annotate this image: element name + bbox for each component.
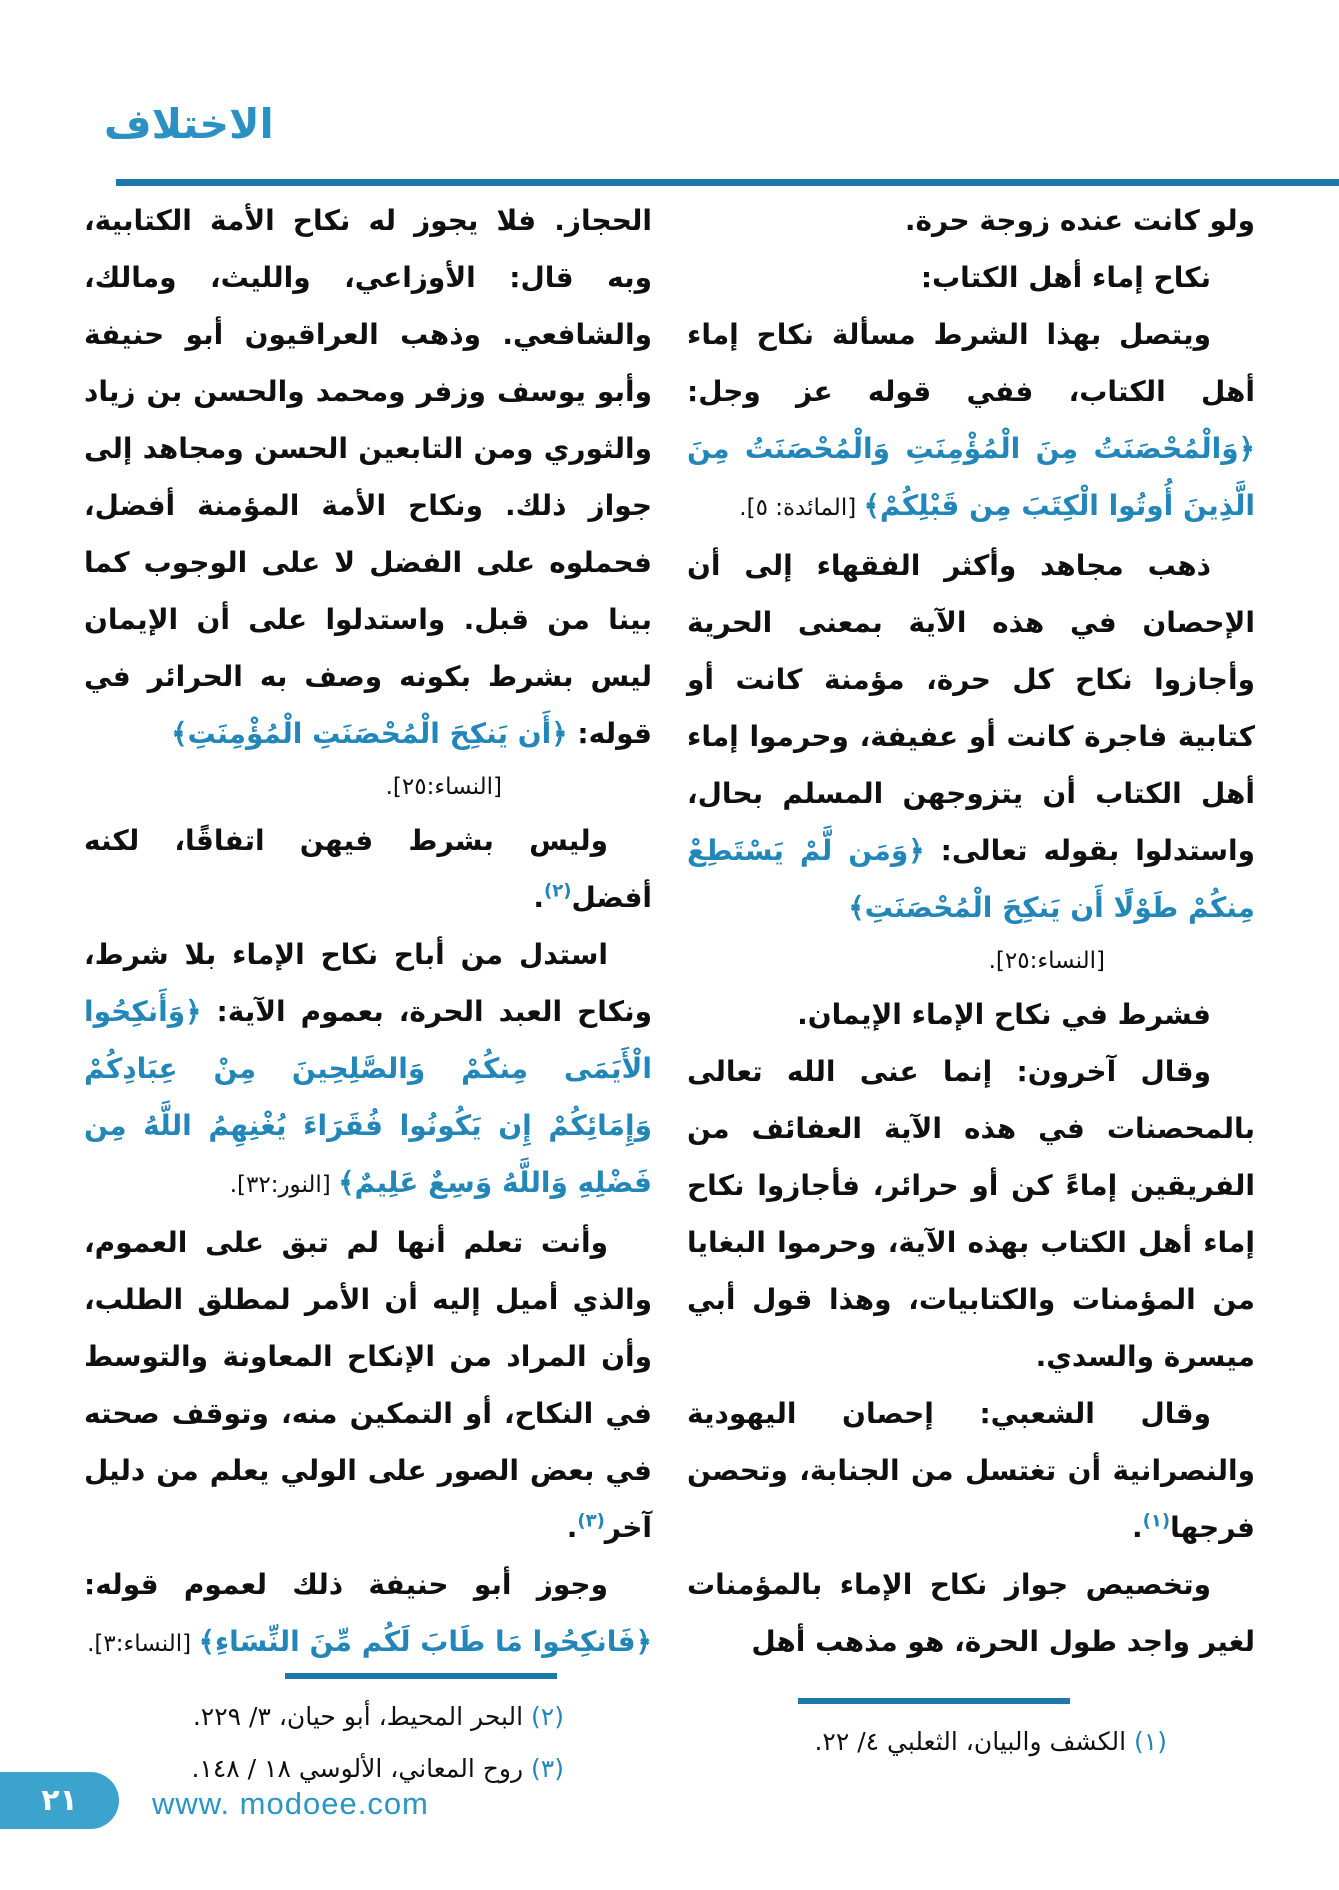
paragraph xyxy=(687,986,1255,1043)
body-text: ذهب مجاهد وأكثر الفقهاء إلى أن الإحصان في هذه الآية بمعنى الحرية وأجازوا نكاح كل حرة، مؤمنة كانت أو كتابية فاجرة كانت أو عفيفة، وحرموا إماء أهل الكتاب أن يتزوجهن المسلم بحال، واستدلوا بقوله تعالى: xyxy=(687,549,1255,867)
footnote-marker: (٣) xyxy=(577,1510,605,1532)
page-title: الاختلاف xyxy=(104,100,274,148)
verse-reference: [النساء:٢٥]. xyxy=(988,948,1105,974)
body-text: . xyxy=(533,881,545,914)
body-text: وأنت تعلم أنها لم تبق على العموم، والذي أميل إليه أن الأمر لمطلق الطلب، وأن المراد من الإنكاح المعاونة والتوسط في النكاح، أو التمكين منه، وتوقف صحته في بعض الصور على الولي يعلم من دليل آخر xyxy=(84,1226,652,1544)
footnote-number: (٢) xyxy=(531,1702,564,1731)
paragraph xyxy=(687,1385,1255,1556)
paragraph xyxy=(84,1214,652,1556)
footnote xyxy=(687,1716,1255,1768)
body-text: وجوز أبو حنيفة ذلك لعموم قوله: xyxy=(84,1568,608,1601)
page-number: ٢١ xyxy=(41,1783,78,1818)
quran-verse: ﴿أَن يَنكِحَ الْمُحْصَنَتِ الْمُؤْمِنَتِ﴾ xyxy=(171,717,568,750)
paragraph xyxy=(84,812,652,926)
footnote-number: (٣) xyxy=(531,1754,564,1783)
section-heading xyxy=(687,249,1255,306)
footnote-marker: (١) xyxy=(1142,1510,1171,1532)
website-link[interactable]: www. modoee.com xyxy=(152,1786,429,1821)
page-content xyxy=(84,192,1255,1783)
verse-reference: [النساء:٣]. xyxy=(87,1631,199,1657)
body-text: فشرط في نكاح الإماء الإيمان. xyxy=(797,998,1211,1031)
paragraph xyxy=(687,1556,1255,1670)
verse-reference: [النساء:٢٥]. xyxy=(385,774,502,800)
footnote-text: روح المعاني، الألوسي ١٨ / ١٤٨. xyxy=(191,1754,524,1783)
footnotes-left xyxy=(84,1673,652,1795)
paragraph xyxy=(687,537,1255,986)
body-text: نكاح إماء أهل الكتاب: xyxy=(920,261,1211,294)
verse-reference: [المائدة: ٥]. xyxy=(739,495,864,521)
footnote-number: (١) xyxy=(1134,1727,1167,1756)
header-rule xyxy=(116,179,1339,186)
verse-reference: [النور:٣٢]. xyxy=(229,1172,339,1198)
paragraph xyxy=(84,1556,652,1673)
quran-verse: ﴿وَالْمُحْصَنَتُ مِنَ الْمُؤْمِنَتِ وَالْمُحْصَنَتُ مِنَ الَّذِينَ أُوتُوا الْكِتَبَ مِن قَبْلِكُمْ﴾ xyxy=(687,432,1255,522)
body-text: وقال الشعبي: إحصان اليهودية والنصرانية أن تغتسل من الجنابة، وتحصن فرجها xyxy=(687,1397,1255,1544)
body-text: وتخصيص جواز نكاح الإماء بالمؤمنات لغير واجد طول الحرة، هو مذهب أهل xyxy=(687,1568,1255,1658)
body-text: وليس بشرط فيهن اتفاقًا، لكنه أفضل xyxy=(84,824,652,914)
body-text: ولو كانت عنده زوجة حرة. xyxy=(904,204,1255,237)
body-text: الحجاز. فلا يجوز له نكاح الأمة الكتابية، وبه قال: الأوزاعي، والليث، ومالك، والشافعي. وذهب العراقيون أبو حنيفة وأبو يوسف وزفر ومحمد والحسن بن زياد والثوري ومن التابعين الحسن ومجاهد إلى جواز ذلك. ونكاح الأمة المؤمنة أفضل، فحملوه على الفضل لا على الوجوب كما بينا من قبل. واستدلوا على أن الإيمان ليس بشرط بكونه وصف به الحرائر في قوله: xyxy=(84,204,652,750)
body-text: استدل من أباح نكاح الإماء بلا شرط، ونكاح العبد الحرة، بعموم الآية: xyxy=(84,938,652,1028)
footnote-marker: (٢) xyxy=(544,880,572,902)
quran-verse: ﴿وَمَن لَّمْ يَسْتَطِعْ مِنكُمْ طَوْلًا أَن يَنكِحَ الْمُحْصَنَتِ﴾ xyxy=(687,834,1255,924)
footnotes-right xyxy=(687,1698,1255,1768)
body-text: وقال آخرون: إنما عنى الله تعالى بالمحصنات في هذه الآية العفائف من الفريقين إماءً كن أو حرائر، فأجازوا نكاح إماء أهل الكتاب بهذه الآية، وحرموا البغايا من المؤمنات والكتابيات، وهذا قول أبي ميسرة والسدي. xyxy=(687,1055,1255,1373)
body-text: ويتصل بهذا الشرط مسألة نكاح إماء أهل الكتاب، ففي قوله عز وجل: xyxy=(687,318,1255,408)
quran-verse: ﴿وَأَنكِحُوا الْأَيَمَى مِنكُمْ وَالصَّلِحِينَ مِنْ عِبَادِكُمْ وَإِمَائِكُمْ إِن يَكُونُوا فُقَرَاءَ يُغْنِهِمُ اللَّهُ مِن فَضْلِهِ وَاللَّهُ وَسِعٌ عَلِيمٌ﴾ xyxy=(84,995,652,1199)
body-text: . xyxy=(566,1511,578,1544)
paragraph xyxy=(84,926,652,1214)
footnote-rule xyxy=(285,1673,557,1679)
footnote-rule xyxy=(798,1698,1070,1704)
body-text: . xyxy=(1131,1511,1143,1544)
page-number-badge xyxy=(0,1772,119,1829)
paragraph xyxy=(687,192,1255,249)
left-column xyxy=(84,192,652,1783)
quran-verse: ﴿فَانكِحُوا مَا طَابَ لَكُم مِّنَ النِّسَاءِ﴾ xyxy=(198,1625,652,1658)
right-column xyxy=(687,192,1255,1768)
footnote-text: البحر المحيط، أبو حيان، ٣/ ٢٢٩. xyxy=(192,1702,524,1731)
paragraph xyxy=(687,1043,1255,1385)
paragraph xyxy=(687,306,1255,537)
paragraph xyxy=(84,192,652,812)
footnote xyxy=(84,1691,652,1743)
footnote-text: الكشف والبيان، الثعلبي ٤/ ٢٢. xyxy=(814,1727,1127,1756)
